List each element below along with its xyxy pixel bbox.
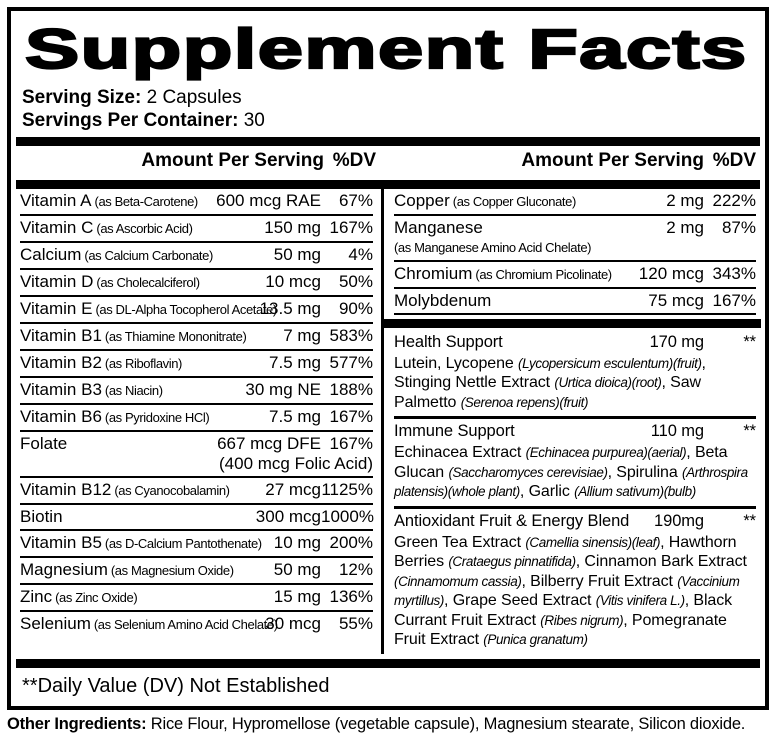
nutrient-amount: 2 mg <box>666 191 704 210</box>
nutrient-row-biotin <box>20 505 373 531</box>
panel-title: Supplement Facts <box>25 17 748 80</box>
nutrient-amount: 50 mg <box>273 245 321 264</box>
nutrient-amount: 50 mg <box>273 559 321 579</box>
nutrient-amount: 150 mg <box>264 218 321 237</box>
nutrient-amount: 2 mg <box>666 218 704 237</box>
nutrient-dv: 1000% <box>321 506 374 526</box>
nutrient-name-main: Manganese <box>394 218 483 237</box>
nutrient-name <box>20 326 246 347</box>
nutrient-row-magnesium <box>20 558 373 585</box>
nutrient-dv: 167% <box>329 218 373 237</box>
nutrient-amount: 7 mg <box>283 326 321 345</box>
nutrient-amount: 120 mcg <box>638 263 704 283</box>
divider-bar-right-column <box>384 319 761 328</box>
nutrient-amount: 10 mg <box>273 532 321 552</box>
blend-name: Antioxidant Fruit & Energy Blend <box>394 511 630 530</box>
nutrient-form: (as Thiamine Mononitrate) <box>104 329 247 344</box>
blend-ingredients: Echinacea Extract (Echinacea purpurea)(aerial), Beta Glucan (Saccharomyces cerevisiae), Spirulina (Arthrospira platensis)(whole plant), Garlic (Allium sativum)(bulb) <box>394 444 748 500</box>
nutrient-amount: 7.5 mg <box>269 353 321 372</box>
nutrient-amount: 667 mcg DFE <box>217 434 321 453</box>
serving-size-value: 2 Capsules <box>146 87 242 108</box>
nutrient-form: (as Pyridoxine HCl) <box>104 410 210 425</box>
nutrient-name <box>20 613 278 635</box>
blend-amount: 110 mg <box>650 422 704 440</box>
nutrient-name <box>394 291 491 311</box>
nutrient-amount: 7.5 mg <box>269 407 321 426</box>
nutrient-name <box>20 272 200 293</box>
nutrient-row-vitamin-b1 <box>20 324 373 351</box>
nutrient-amount: 30 mcg <box>265 613 321 633</box>
nutrient-name-main: Vitamin A <box>20 191 92 210</box>
nutrient-dv: 167% <box>329 407 373 426</box>
nutrient-name <box>394 191 576 212</box>
nutrient-name <box>20 533 262 554</box>
nutrient-name-main: Biotin <box>20 506 63 526</box>
dv-header: %DV <box>332 150 376 171</box>
nutrient-form: (as Calcium Carbonate) <box>84 248 213 263</box>
nutrient-name-main: Chromium <box>394 263 473 283</box>
blend-name: Health Support <box>394 332 503 351</box>
nutrient-dv: 583% <box>329 326 373 345</box>
serving-size-label: Serving Size: <box>22 87 142 108</box>
nutrient-dv: 188% <box>329 380 373 399</box>
divider-bar-bottom <box>16 659 760 668</box>
folate-line-1 <box>20 434 373 454</box>
nutrient-name <box>20 407 209 428</box>
nutrient-row-molybdenum <box>394 289 756 315</box>
table-header-left <box>20 150 384 172</box>
nutrient-amount: 30 mg NE <box>245 380 321 399</box>
blend-amount: 170 mg <box>649 332 704 351</box>
nutrient-dv: 50% <box>338 272 373 291</box>
nutrient-form: (as Selenium Amino Acid Chelate) <box>93 616 278 632</box>
amount-per-serving-header: Amount Per Serving <box>141 150 324 171</box>
nutrient-form: (as Ascorbic Acid) <box>96 221 193 236</box>
nutrient-name <box>394 264 612 285</box>
nutrient-row-vitamin-d <box>20 270 373 297</box>
nutrient-row-vitamin-b5 <box>20 531 373 558</box>
nutrient-name-main: Copper <box>394 191 450 210</box>
nutrient-form: (as Copper Gluconate) <box>452 194 576 209</box>
nutrient-form: (as Niacin) <box>104 383 163 398</box>
nutrient-row-vitamin-b2 <box>20 351 373 378</box>
nutrient-form: (as D-Calcium Pantothenate) <box>104 535 262 551</box>
table-header-right <box>387 150 756 172</box>
nutrient-name-main: Vitamin B6 <box>20 407 102 426</box>
nutrient-amount: 10 mcg <box>265 272 321 291</box>
nutrient-name <box>20 218 193 239</box>
serving-size-line <box>20 86 756 109</box>
blend-section-antioxidant <box>394 509 756 654</box>
divider-bar-header <box>16 180 760 189</box>
dv-header: %DV <box>712 150 756 171</box>
nutrient-row-vitamin-e <box>20 297 373 324</box>
nutrient-name <box>20 299 277 320</box>
blend-dv: ** <box>743 332 756 351</box>
nutrient-name-main: Folate <box>20 434 68 453</box>
nutrient-name <box>20 353 182 374</box>
nutrient-name-main: Vitamin E <box>20 299 93 318</box>
nutrient-name <box>20 587 137 608</box>
nutrient-name <box>20 245 213 266</box>
nutrient-name-main: Magnesium <box>20 559 108 579</box>
nutrient-name <box>20 560 234 581</box>
nutrient-name-main: Vitamin C <box>20 218 94 237</box>
nutrient-dv: 577% <box>329 353 373 372</box>
blend-section-health-support <box>394 330 756 420</box>
blend-header <box>394 332 756 353</box>
right-column <box>384 189 756 654</box>
blend-amount: 190mg <box>654 511 704 530</box>
nutrient-name-main: Zinc <box>20 586 53 606</box>
nutrient-name <box>20 434 67 454</box>
left-column <box>20 189 384 654</box>
nutrient-name <box>20 507 63 527</box>
nutrient-row-calcium <box>20 243 373 270</box>
nutrient-columns <box>20 189 756 654</box>
nutrient-form: (as Beta-Carotene) <box>94 194 198 209</box>
blend-name: Immune Support <box>394 422 515 440</box>
nutrient-form: (as Zinc Oxide) <box>55 589 138 605</box>
nutrient-dv: 200% <box>329 532 373 552</box>
nutrient-dv: 167% <box>329 434 373 453</box>
nutrient-row-vitamin-b6 <box>20 405 373 432</box>
nutrient-dv: 222% <box>712 191 756 210</box>
nutrient-dv: 12% <box>338 559 373 579</box>
blend-section-immune-support <box>394 419 756 509</box>
nutrient-name-main: Vitamin B5 <box>20 532 102 552</box>
nutrient-name-main: Vitamin B1 <box>20 326 102 345</box>
other-ingredients-line <box>7 710 769 735</box>
blend-dv: ** <box>743 511 756 530</box>
nutrient-row-manganese <box>394 216 756 262</box>
blend-header <box>394 511 756 532</box>
other-ingredients-text: Rice Flour, Hypromellose (vegetable capsule), Magnesium stearate, Silicon dioxide. <box>146 714 746 733</box>
nutrient-dv: 90% <box>338 299 373 318</box>
nutrient-name-main: Vitamin B12 <box>20 479 112 499</box>
divider-bar-top <box>16 137 760 146</box>
nutrient-name-main: Vitamin B2 <box>20 353 102 372</box>
servings-per-container-label: Servings Per Container: <box>22 110 239 131</box>
amount-per-serving-header: Amount Per Serving <box>521 150 704 171</box>
dv-footnote: **Daily Value (DV) Not Established <box>22 674 330 697</box>
nutrient-form: (as Cholecalciferol) <box>96 275 200 290</box>
nutrient-dv: 1125% <box>321 479 373 499</box>
nutrient-row-selenium <box>20 612 373 637</box>
supplement-facts-panel <box>7 7 769 710</box>
nutrient-name-main: Calcium <box>20 245 82 264</box>
nutrient-form: (as Chromium Picolinate) <box>475 266 612 282</box>
blend-header <box>394 421 756 442</box>
nutrient-dv: 136% <box>329 586 373 606</box>
nutrient-name-main: Molybdenum <box>394 290 492 310</box>
nutrient-form: (as DL-Alpha Tocopherol Acetate) <box>95 302 277 317</box>
folate-amount-secondary: (400 mcg Folic Acid) <box>219 453 373 473</box>
servings-per-container-line <box>20 109 756 132</box>
nutrient-row-vitamin-b12 <box>20 478 373 505</box>
table-header-row <box>20 146 756 175</box>
nutrient-amount: 75 mcg <box>648 290 704 310</box>
manganese-line-1 <box>394 218 756 238</box>
nutrient-amount: 600 mcg RAE <box>216 191 321 210</box>
blend-dv: ** <box>743 422 756 440</box>
nutrient-amount: 27 mcg <box>265 479 321 499</box>
other-ingredients-label: Other Ingredients: <box>7 714 147 733</box>
nutrient-row-chromium <box>394 262 756 289</box>
nutrient-name <box>20 380 163 401</box>
nutrient-row-folate <box>20 432 373 478</box>
nutrient-name-main: Vitamin D <box>20 272 94 291</box>
nutrient-dv: 87% <box>721 218 756 237</box>
nutrient-dv: 67% <box>338 191 373 210</box>
nutrient-row-zinc <box>20 585 373 612</box>
servings-per-container-value: 30 <box>243 110 265 131</box>
nutrient-dv: 167% <box>712 290 756 310</box>
nutrient-amount: 300 mcg <box>255 506 321 526</box>
nutrient-row-copper <box>394 189 756 216</box>
nutrient-row-vitamin-a <box>20 189 373 216</box>
nutrient-row-vitamin-b3 <box>20 378 373 405</box>
nutrient-name-main: Vitamin B3 <box>20 380 102 399</box>
nutrient-name <box>20 480 230 501</box>
blend-ingredients: Green Tea Extract (Camellia sinensis)(leaf), Hawthorn Berries (Crataegus pinnatifida), Cinnamon Bark Extract (Cinnamomum cassia), Bilberry Fruit Extract (Vaccinium myrtillus), Grape Seed Extract (Vitis vinifera L.), Black Currant Fruit Extract (Ribes nigrum), Pomegranate Fruit Extract (Punica granatum) <box>394 533 747 648</box>
nutrient-dv: 343% <box>712 263 756 283</box>
blend-ingredients: Lutein, Lycopene (Lycopersicum esculentum)(fruit), Stinging Nettle Extract (Urtica dioica)(root), Saw Palmetto (Serenoa repens)(fruit) <box>394 354 706 411</box>
manganese-form-line: (as Manganese Amino Acid Chelate) <box>394 239 592 255</box>
nutrient-name <box>20 191 198 212</box>
nutrient-name <box>394 218 483 238</box>
nutrient-form: (as Cyanocobalamin) <box>114 482 230 498</box>
nutrient-row-vitamin-c <box>20 216 373 243</box>
nutrient-dv: 4% <box>348 245 373 264</box>
nutrient-form: (as Magnesium Oxide) <box>110 562 234 578</box>
nutrient-form: (as Riboflavin) <box>104 356 182 371</box>
nutrient-name-main: Selenium <box>20 613 91 633</box>
nutrient-dv: 55% <box>338 613 373 633</box>
nutrient-amount: 13.5 mg <box>259 299 321 318</box>
nutrient-amount: 15 mg <box>273 586 321 606</box>
